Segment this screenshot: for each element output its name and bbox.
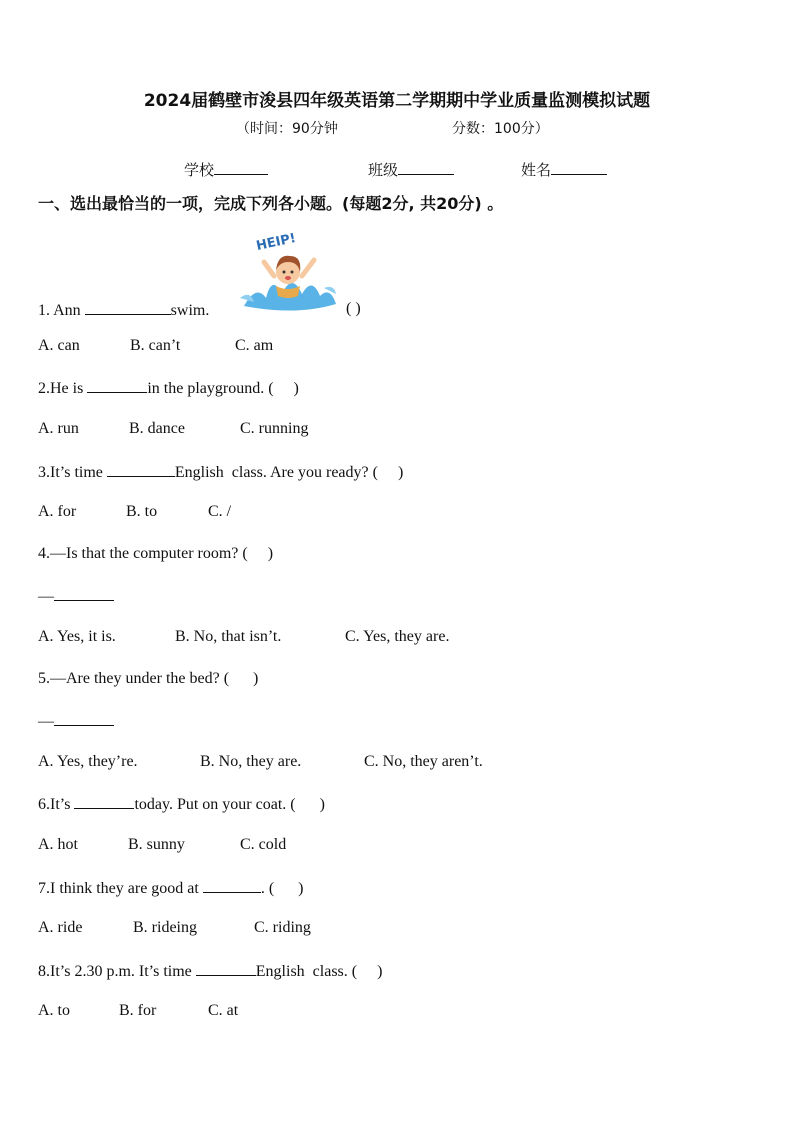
name-label: 姓名 [521,161,552,179]
section-heading: 一、选出最恰当的一项，完成下列各小题。(每题2分, 共20分) 。 [38,194,504,213]
option-b: B. to [126,503,158,520]
question-1-paren: ( ) [346,300,361,317]
question-4-answer-line: — [38,586,114,606]
exam-title: 2024届鹤壁市浚县四年级英语第二学期期中学业质量监测模拟试题 [143,91,651,111]
school-label: 学校 [184,161,215,179]
question-3: 3.It’s time English class. Are you ready? ( ) [38,464,404,481]
option-b: B. dance [129,420,185,437]
option-b: B. No, they are. [200,753,302,770]
class-label: 班级 [368,161,399,179]
option-c: C. at [208,1002,239,1019]
drowning-girl-illustration [236,224,340,316]
option-b: B. can’t [130,337,181,354]
option-c: C. riding [254,919,311,936]
option-c: C. Yes, they are. [345,628,450,645]
school-blank [214,160,268,175]
exam-score: 分数：100分） [452,121,549,137]
class-field [368,159,454,180]
option-c: C. / [208,503,232,520]
option-c: C. running [240,420,309,437]
option-c: C. No, they aren’t. [364,753,483,770]
option-a: A. Yes, they’re. [38,753,138,770]
answer-blank [107,462,175,477]
name-field [521,159,607,180]
question-7: 7.I think they are good at . ( ) [38,880,304,897]
question-1: 1. Ann swim. [38,302,210,319]
option-a: A. for [38,503,77,520]
question-4: 4.—Is that the computer room? ( ) [38,545,274,562]
question-5: 5.—Are they under the bed? ( ) [38,670,259,687]
option-a: A. run [38,420,79,437]
option-b: B. sunny [128,836,185,853]
option-a: A. hot [38,836,78,853]
answer-blank [87,378,147,393]
school-field [184,159,268,180]
option-b: B. for [119,1002,157,1019]
answer-blank [203,878,261,893]
name-blank [551,160,607,175]
answer-blank [85,300,171,315]
answer-blank [196,961,256,976]
question-6: 6.It’s today. Put on your coat. ( ) [38,796,325,813]
option-c: C. am [235,337,274,354]
answer-blank [74,794,134,809]
option-b: B. No, that isn’t. [175,628,282,645]
exam-time: （时间：90分钟 [236,121,338,137]
class-blank [398,160,454,175]
question-8: 8.It’s 2.30 p.m. It’s time English class. ( ) [38,963,383,980]
option-c: C. cold [240,836,287,853]
question-2: 2.He is in the playground. ( ) [38,380,299,397]
option-a: A. to [38,1002,70,1019]
answer-blank [54,711,114,726]
answer-blank [54,586,114,601]
option-a: A. Yes, it is. [38,628,116,645]
option-a: A. can [38,337,80,354]
question-5-answer-line: — [38,711,114,731]
option-b: B. rideing [133,919,197,936]
option-a: A. ride [38,919,83,936]
help-text: HEIP! [254,230,298,254]
